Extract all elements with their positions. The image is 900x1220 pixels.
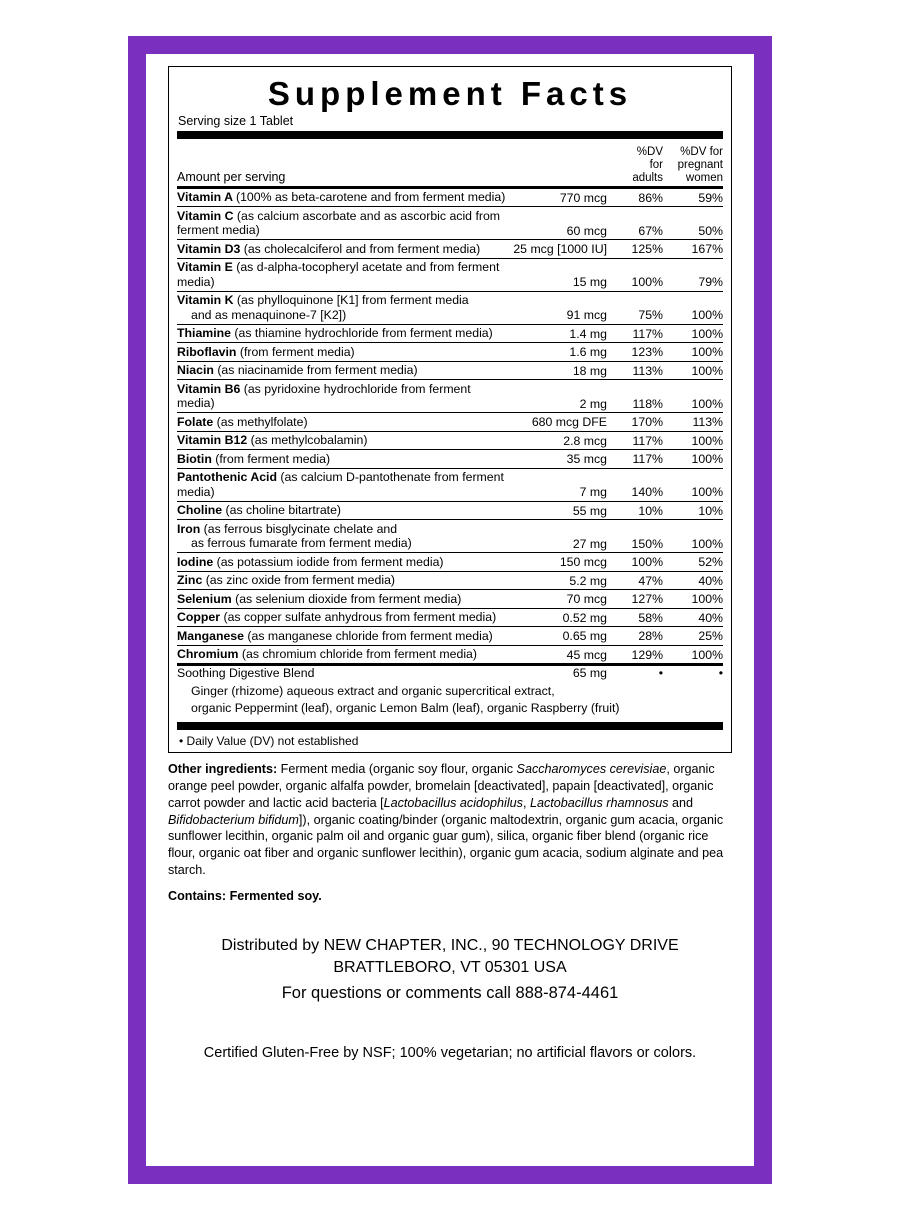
table-row — [177, 207, 723, 240]
nutrient-dv-pregnant: 100% — [691, 647, 723, 662]
blend-name: Soothing Digestive Blend — [177, 666, 315, 681]
nutrient-dv-pregnant: 100% — [663, 450, 723, 469]
nutrient-name-cell — [177, 343, 511, 362]
nutrient-source: (as d-alpha-tocopheryl acetate and from ferment media) — [177, 260, 500, 289]
nutrient-name-cell — [177, 431, 511, 450]
table-row — [177, 590, 723, 609]
nutrient-dv-adults: 67% — [609, 207, 663, 240]
blend-amount: 65 mg — [572, 666, 607, 681]
nutrient-rows — [177, 189, 723, 664]
nutrient-dv-adults: 113% — [609, 361, 663, 380]
table-row — [177, 571, 723, 590]
nutrient-dv-adults: 118% — [609, 380, 663, 413]
nutrient-dv-adults: 170% — [609, 413, 663, 432]
distributor-line-2: BRATTLEBORO, VT 05301 USA — [333, 959, 567, 977]
page-title: Supplement Facts — [267, 75, 633, 112]
label-white-area — [146, 54, 754, 1166]
nutrient-name: Vitamin B6 — [177, 381, 244, 396]
nutrient-name: Biotin — [177, 451, 216, 466]
nutrient-source: (as pyridoxine hydrochloride from ferment media) — [177, 381, 471, 411]
nutrient-name-cell — [177, 571, 511, 590]
divider-thick-top — [177, 131, 723, 139]
nutrient-name-cell — [177, 468, 511, 501]
nutrient-dv-pregnant: 100% — [663, 361, 723, 380]
nutrient-dv-pregnant: 100% — [663, 343, 723, 362]
nutrient-name-cell — [177, 380, 511, 413]
nutrient-name: Vitamin A — [177, 190, 236, 205]
nutrient-dv-adults: 125% — [609, 240, 663, 259]
nutrient-source-line-2: as ferrous fumarate from ferment media) — [191, 536, 412, 551]
nutrient-amount: 25 mcg [1000 IU] — [511, 240, 609, 259]
table-row — [177, 380, 723, 413]
nutrient-name: Vitamin D3 — [177, 241, 244, 256]
digestive-blend-block — [177, 666, 723, 716]
nutrient-amount: 27 mg — [511, 520, 609, 553]
nutrient-source: (as potassium iodide from ferment media) — [216, 554, 444, 569]
nutrient-dv-pregnant: 100% — [663, 431, 723, 450]
nutrient-source: (100% as beta-carotene and from ferment media) — [236, 190, 506, 205]
nutrient-name: Chromium — [177, 647, 242, 662]
table-row — [177, 645, 723, 663]
nutrient-amount: 1.6 mg — [511, 343, 609, 362]
nutrient-name-cell — [177, 324, 511, 343]
nutrient-dv-pregnant: 100% — [663, 520, 723, 553]
nutrient-dv-adults: 100% — [609, 553, 663, 572]
nutrient-dv-adults: 47% — [609, 571, 663, 590]
nutrient-dv-adults: 100% — [609, 258, 663, 291]
italic-bifidobacterium-bifidum: Bifidobacterium bifidum — [168, 812, 299, 827]
nutrient-amount: 18 mg — [511, 361, 609, 380]
nutrient-name-cell — [177, 258, 511, 291]
blend-dv-pregnant: • — [718, 666, 723, 681]
nutrient-source: (as calcium ascorbate and as ascorbic acid from ferment media) — [177, 208, 501, 238]
nutrient-source: (as thiamine hydrochloride from ferment media) — [234, 326, 493, 341]
nutrient-dv-adults: 140% — [609, 468, 663, 501]
nutrient-name: Vitamin C — [177, 208, 237, 223]
nutrient-dv-pregnant: 50% — [663, 207, 723, 240]
nutrient-name: Choline — [177, 503, 226, 518]
contains-statement: Contains: Fermented soy. — [168, 888, 322, 903]
nutrient-name: Vitamin K — [177, 293, 237, 308]
nutrient-name-cell — [177, 501, 511, 520]
nutrient-name-cell — [177, 590, 511, 609]
nutrient-name: Thiamine — [177, 326, 235, 341]
nutrient-amount: 70 mcg — [511, 590, 609, 609]
table-row — [177, 189, 723, 207]
nutrient-name-cell — [177, 413, 511, 432]
nutrient-name-cell — [177, 450, 511, 469]
nutrient-dv-adults: 123% — [609, 343, 663, 362]
other-ingredients-text-3: , — [522, 795, 530, 810]
nutrient-dv-pregnant: 40% — [663, 571, 723, 590]
nutrient-name: Pantothenic Acid — [177, 470, 281, 485]
nutrient-dv-pregnant: 59% — [663, 189, 723, 207]
nutrient-amount: 45 mcg — [566, 647, 607, 662]
daily-value-footnote: • Daily Value (DV) not established — [179, 734, 359, 749]
nutrient-name: Vitamin E — [177, 260, 237, 275]
nutrient-name-cell — [177, 627, 511, 646]
nutrient-name-cell — [177, 645, 511, 663]
nutrient-source: (as copper sulfate anhydrous from ferment media) — [223, 610, 497, 625]
table-header-row — [177, 139, 723, 186]
nutrient-dv-pregnant: 113% — [663, 413, 723, 432]
nutrient-dv-pregnant: 10% — [663, 501, 723, 520]
nutrient-source: (from ferment media) — [215, 451, 331, 466]
nutrient-source: (as chromium chloride from ferment media) — [241, 647, 477, 662]
nutrient-name: Riboflavin — [177, 344, 240, 359]
distributor-block — [168, 935, 732, 1006]
nutrient-name-cell — [177, 291, 511, 324]
nutrient-source: (as calcium D-pantothenate from ferment media) — [177, 470, 504, 499]
other-ingredients-text-2: , organic orange peel powder, organic alfalfa powder, bromelain [deactivated], papain [deactivated], organic carrot powder and lactic acid bacteria [ — [168, 762, 715, 810]
nutrient-name-cell — [177, 608, 511, 627]
nutrient-dv-pregnant: 52% — [663, 553, 723, 572]
nutrient-name: Iron — [177, 521, 204, 536]
nutrient-amount: 680 mcg DFE — [511, 413, 609, 432]
nutrient-name-cell — [177, 189, 511, 207]
nutrient-source: (as choline bitartrate) — [225, 503, 342, 518]
table-row — [177, 450, 723, 469]
nutrient-name: Iodine — [177, 554, 217, 569]
nutrient-dv-pregnant: 79% — [663, 258, 723, 291]
nutrient-amount: 7 mg — [511, 468, 609, 501]
nutrient-amount: 150 mcg — [511, 553, 609, 572]
table-row — [177, 361, 723, 380]
other-ingredients — [168, 761, 732, 878]
nutrient-source: (as methylcobalamin) — [250, 433, 368, 448]
divider-thick-bottom — [177, 722, 723, 730]
dv-adults-header: %DV for adults — [632, 145, 663, 184]
nutrient-dv-adults: 129% — [631, 647, 663, 662]
nutrient-amount: 60 mcg — [511, 207, 609, 240]
blend-description-line-2: organic Peppermint (leaf), organic Lemon Balm (leaf), organic Raspberry (fruit) — [191, 701, 620, 716]
nutrient-dv-adults: 75% — [609, 291, 663, 324]
distributor-phone-line: For questions or comments call 888-874-4461 — [281, 984, 619, 1003]
nutrient-amount: 91 mcg — [511, 291, 609, 324]
nutrient-amount: 2 mg — [511, 380, 609, 413]
nutrient-amount: 0.52 mg — [511, 608, 609, 627]
nutrient-source: (as zinc oxide from ferment media) — [205, 573, 396, 588]
serving-size: Serving size 1 Tablet — [178, 113, 294, 128]
nutrient-amount: 5.2 mg — [511, 571, 609, 590]
other-ingredients-text-5: ]), organic coating/binder (organic maltodextrin, organic gum acacia, organic sunflower lecithin, organic palm oil and organic guar gum), silica, organic fiber blend (organic rice flour, organic oat fiber and organic sunflower lecithin), organic gum acacia, sodium alginate and pea starch. — [168, 812, 724, 877]
nutrient-source: (as manganese chloride from ferment media) — [247, 628, 493, 643]
nutrient-name-cell — [177, 553, 511, 572]
nutrient-dv-adults: 117% — [609, 324, 663, 343]
nutrient-amount: 55 mg — [511, 501, 609, 520]
blend-main-row — [177, 666, 723, 681]
nutrient-source: (as cholecalciferol and from ferment media) — [243, 241, 481, 256]
nutrient-source: (as methylfolate) — [216, 414, 308, 429]
nutrient-amount: 35 mcg — [511, 450, 609, 469]
table-row — [177, 258, 723, 291]
nutrient-name: Folate — [177, 414, 217, 429]
nutrient-dv-pregnant: 100% — [663, 468, 723, 501]
nutrient-amount: 15 mg — [511, 258, 609, 291]
nutrient-dv-pregnant: 167% — [663, 240, 723, 259]
table-row — [177, 553, 723, 572]
amount-per-serving-label: Amount per serving — [177, 170, 286, 185]
purple-border-frame — [128, 36, 772, 1184]
nutrient-name: Zinc — [177, 573, 206, 588]
nutrient-dv-pregnant: 40% — [663, 608, 723, 627]
nutrient-dv-pregnant: 100% — [663, 324, 723, 343]
other-ingredients-text-4: and — [668, 795, 694, 810]
nutrient-dv-adults: 86% — [609, 189, 663, 207]
nutrient-dv-adults: 10% — [609, 501, 663, 520]
nutrient-amount: 1.4 mg — [511, 324, 609, 343]
nutrient-name-cell — [177, 207, 511, 240]
blend-description-line-1: Ginger (rhizome) aqueous extract and organic supercritical extract, — [191, 683, 555, 698]
table-row — [177, 608, 723, 627]
nutrient-dv-adults: 150% — [609, 520, 663, 553]
nutrient-dv-pregnant: 100% — [663, 291, 723, 324]
nutrition-table — [177, 139, 723, 186]
table-row — [177, 291, 723, 324]
other-ingredients-label: Other ingredients: — [168, 762, 278, 777]
nutrient-source-line-2: and as menaquinone-7 [K2]) — [191, 307, 347, 322]
italic-lactobacillus-acidophilus: Lactobacillus acidophilus — [383, 795, 523, 810]
certification-statement: Certified Gluten-Free by NSF; 100% vegetarian; no artificial flavors or colors. — [203, 1045, 697, 1062]
nutrient-dv-adults: 58% — [609, 608, 663, 627]
nutrient-dv-adults: 117% — [609, 431, 663, 450]
table-row — [177, 501, 723, 520]
other-ingredients-text-1: Ferment media (organic soy flour, organic — [277, 762, 517, 777]
nutrient-amount: 0.65 mg — [511, 627, 609, 646]
nutrient-dv-adults: 127% — [609, 590, 663, 609]
nutrient-name: Copper — [177, 610, 224, 625]
nutrient-dv-pregnant: 25% — [663, 627, 723, 646]
table-row — [177, 431, 723, 450]
nutrient-name-cell — [177, 240, 511, 259]
nutrient-dv-adults: 28% — [609, 627, 663, 646]
table-row — [177, 520, 723, 553]
nutrient-name-cell — [177, 520, 511, 553]
label-content — [168, 66, 732, 1156]
table-row — [177, 468, 723, 501]
supplement-facts-panel — [168, 66, 732, 753]
nutrient-amount: 770 mcg — [511, 189, 609, 207]
table-row — [177, 627, 723, 646]
italic-saccharomyces: Saccharomyces cerevisiae — [516, 762, 667, 777]
italic-lactobacillus-rhamnosus: Lactobacillus rhamnosus — [529, 795, 669, 810]
nutrient-source: (as selenium dioxide from ferment media) — [235, 591, 462, 606]
nutrient-name-cell — [177, 361, 511, 380]
table-row — [177, 343, 723, 362]
nutrient-source: (from ferment media) — [239, 344, 355, 359]
nutrient-name: Manganese — [177, 628, 248, 643]
distributor-line-1: Distributed by NEW CHAPTER, INC., 90 TECHNOLOGY DRIVE — [221, 936, 679, 954]
nutrient-source: (as ferrous bisglycinate chelate and — [203, 521, 398, 536]
nutrient-name: Niacin — [177, 363, 218, 378]
amount-column-header — [511, 139, 609, 186]
table-row — [177, 240, 723, 259]
nutrient-name: Selenium — [177, 591, 236, 606]
table-row — [177, 413, 723, 432]
nutrient-dv-pregnant: 100% — [663, 380, 723, 413]
nutrient-source: (as phylloquinone [K1] from ferment media — [236, 293, 469, 308]
nutrient-dv-adults: 117% — [609, 450, 663, 469]
table-row — [177, 324, 723, 343]
nutrient-amount: 2.8 mcg — [511, 431, 609, 450]
nutrient-dv-pregnant: 100% — [663, 590, 723, 609]
nutrient-name: Vitamin B12 — [177, 433, 251, 448]
blend-dv-adults: • — [658, 666, 663, 681]
nutrient-source: (as niacinamide from ferment media) — [217, 363, 418, 378]
dv-pregnant-header: %DV for pregnant women — [677, 145, 723, 184]
